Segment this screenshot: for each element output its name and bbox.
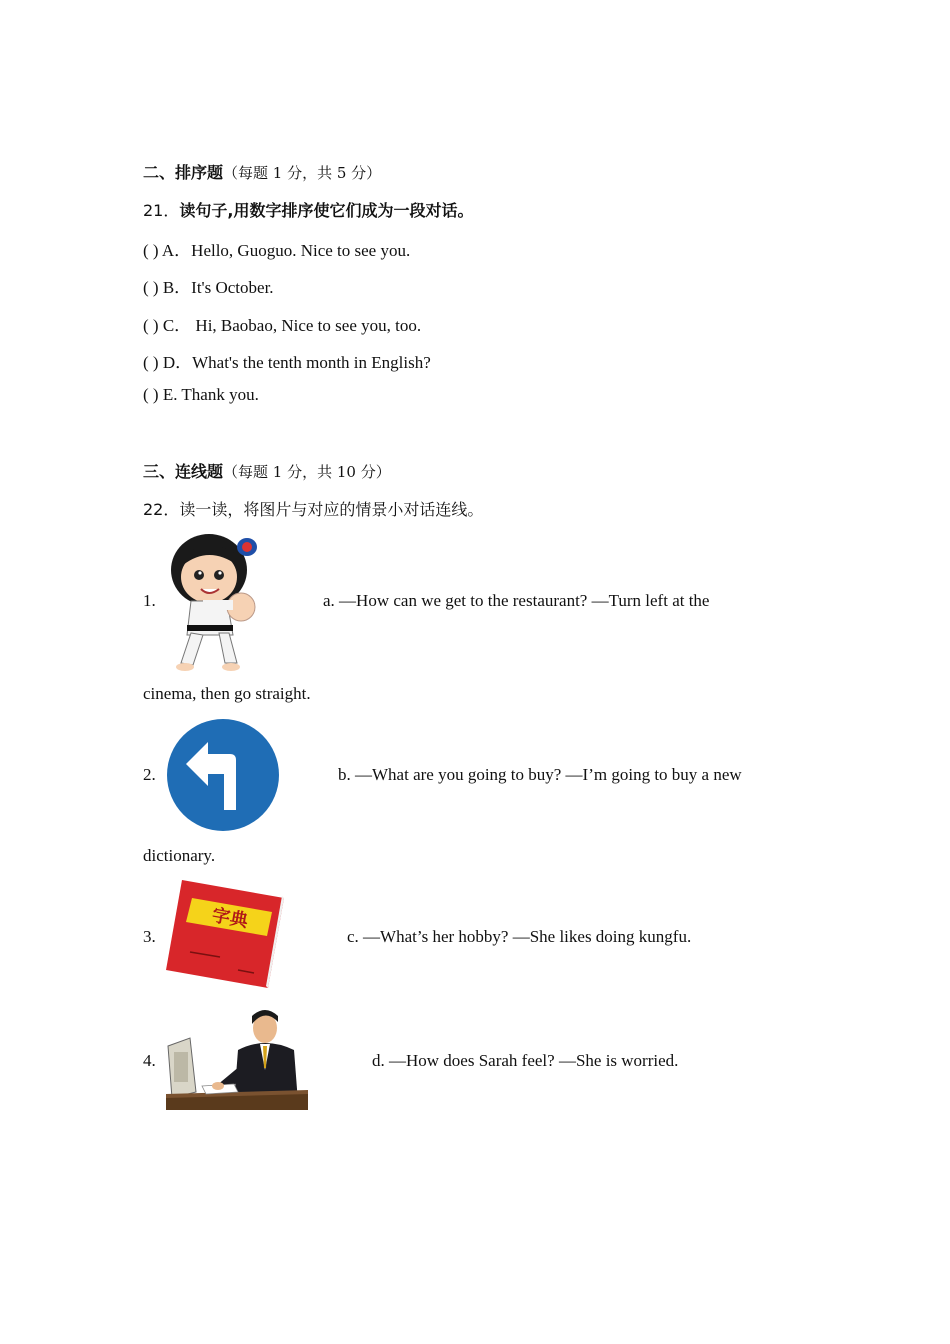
option-e: ( ) E. Thank you. (143, 385, 259, 404)
question-22-text: 读一读，将图片与对应的情景小对话连线。 (179, 500, 484, 519)
dialogue-c: c. —What’s her hobby? —She likes doing kungfu. (347, 927, 692, 946)
item-3-number: 3. (143, 927, 156, 946)
turn-left-sign-picture (166, 718, 280, 832)
question-21-text: 读句子,用数字排序使它们成为一段对话。 (179, 201, 474, 220)
section2-score-note: （每题 1 分，共 5 分） (223, 164, 382, 182)
question-21-number: 21． (143, 201, 180, 220)
kungfu-girl-picture (163, 525, 263, 675)
businessman-at-computer-picture (166, 1006, 308, 1114)
dialogue-a: a. —How can we get to the restaurant? —Turn left at the (323, 591, 710, 610)
section3-score-note: （每题 1 分，共 10 分） (223, 463, 391, 481)
item-4-number: 4. (143, 1051, 156, 1070)
option-a: ( ) A．Hello, Guoguo. Nice to see you. (143, 241, 411, 260)
dictionary-book-picture (164, 878, 286, 992)
item-1-number: 1. (143, 591, 156, 610)
option-c: ( ) C． Hi, Baobao, Nice to see you, too. (143, 316, 422, 335)
question-22-number: 22． (143, 500, 180, 519)
dialogue-b-continuation: dictionary. (143, 846, 216, 865)
question-22-title (143, 497, 483, 520)
dialogue-b: b. —What are you going to buy? —I’m going to buy a new (338, 765, 742, 784)
section3-heading (143, 459, 391, 482)
option-b: ( ) B．It's October. (143, 278, 274, 297)
book-label: 字典 (210, 905, 250, 932)
section2-heading (143, 160, 381, 183)
dialogue-d: d. —How does Sarah feel? —She is worried. (372, 1051, 679, 1070)
item-2-number: 2. (143, 765, 156, 784)
option-d: ( ) D．What's the tenth month in English? (143, 353, 431, 372)
question-21-title (143, 198, 473, 221)
dialogue-a-continuation: cinema, then go straight. (143, 684, 311, 703)
section2-heading-text: 二、排序题 (143, 163, 224, 182)
section3-heading-text: 三、连线题 (143, 462, 224, 481)
